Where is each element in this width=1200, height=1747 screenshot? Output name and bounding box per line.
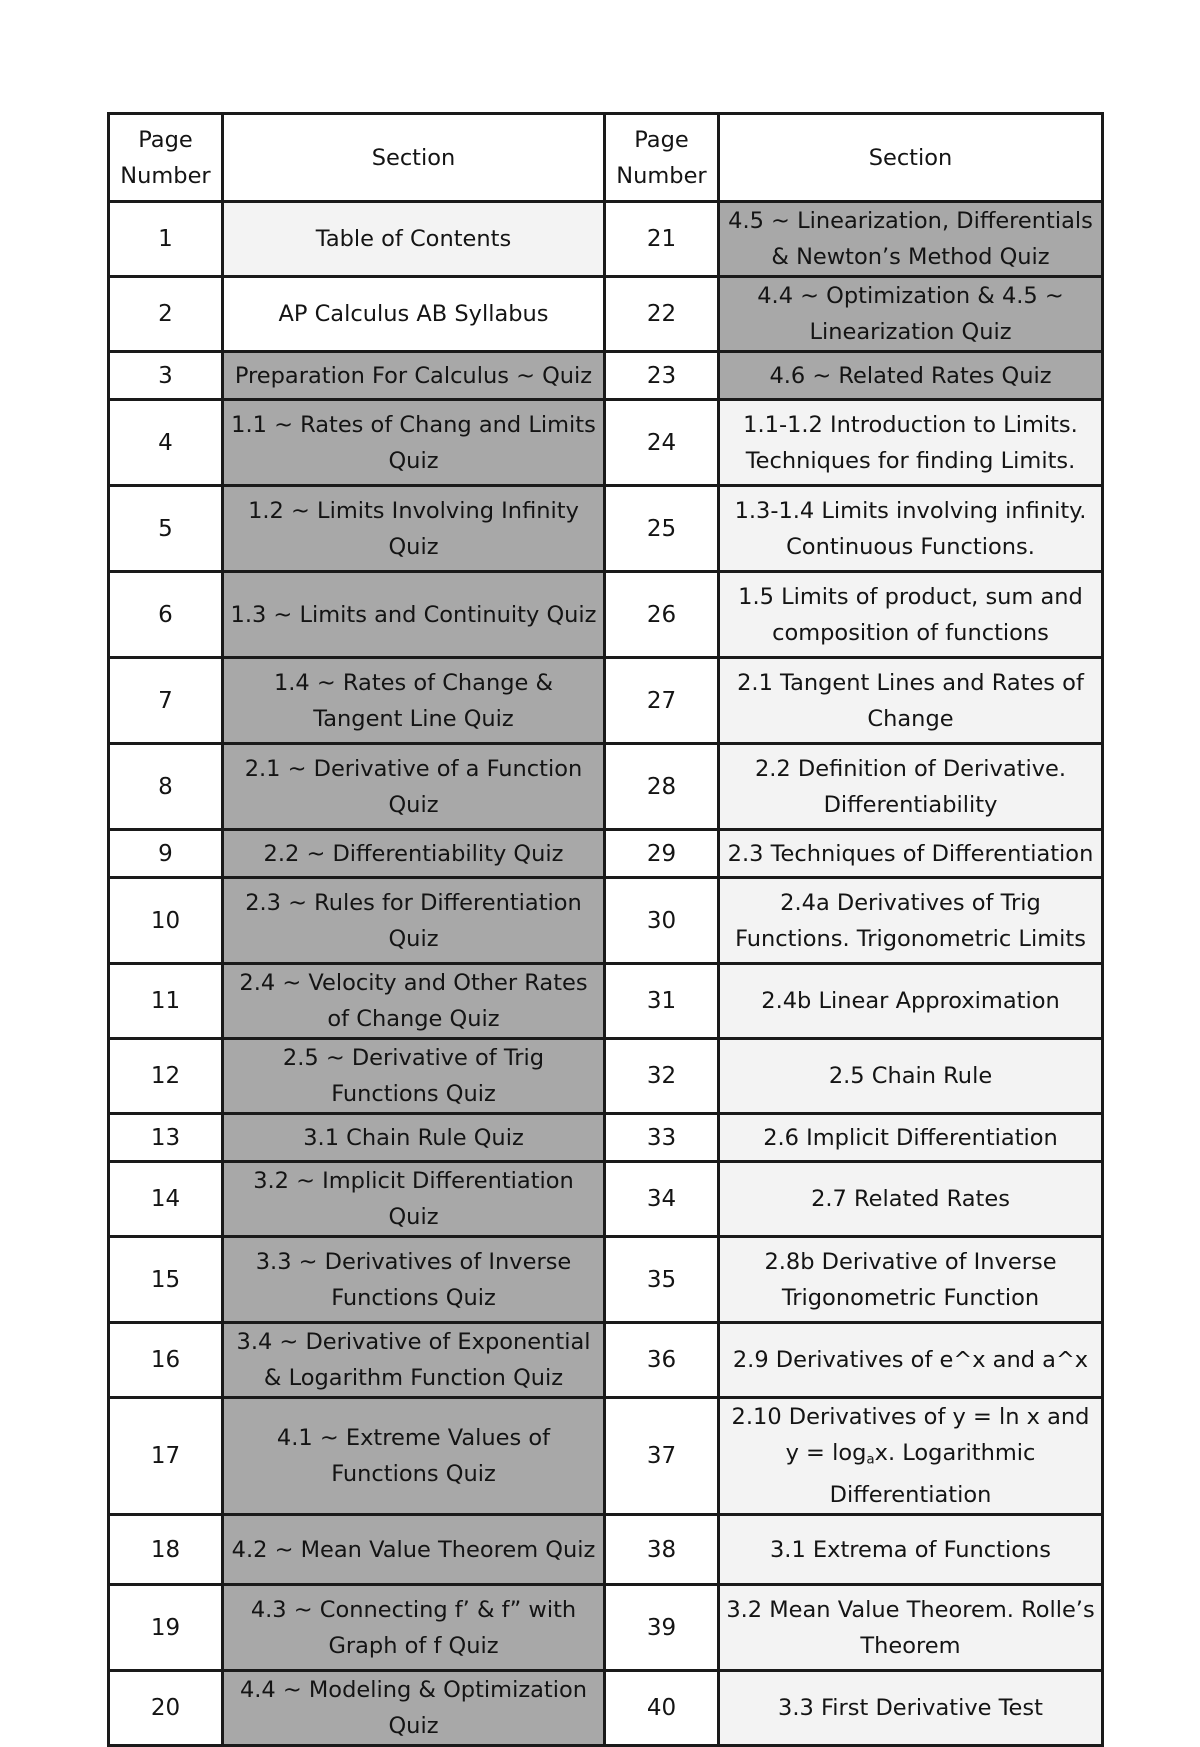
section-cell: 2.5 ~ Derivative of Trig Functions Quiz: [223, 1039, 605, 1114]
page-number-cell: 7: [109, 658, 223, 744]
page-number-cell: 16: [109, 1323, 223, 1398]
section-cell: 4.2 ~ Mean Value Theorem Quiz: [223, 1515, 605, 1585]
page-number-cell: 28: [605, 744, 719, 830]
page-number-cell: 34: [605, 1162, 719, 1237]
page-number-cell: 23: [605, 352, 719, 400]
section-cell: 2.3 ~ Rules for Differentiation Quiz: [223, 878, 605, 964]
page-number-cell: 9: [109, 830, 223, 878]
table-of-contents-grid: [107, 112, 1104, 1747]
header-row: [109, 114, 1103, 202]
table-row: [109, 486, 1103, 572]
table-row: [109, 1162, 1103, 1237]
page-number-cell: 36: [605, 1323, 719, 1398]
section-cell: 3.3 First Derivative Test: [719, 1671, 1103, 1746]
page-number-cell: 17: [109, 1398, 223, 1515]
table-row: [109, 964, 1103, 1039]
page-number-cell: 8: [109, 744, 223, 830]
table-row: [109, 1671, 1103, 1746]
section-cell: 2.2 Definition of Derivative. Differentiability: [719, 744, 1103, 830]
page-number-cell: 29: [605, 830, 719, 878]
section-cell: 1.3-1.4 Limits involving infinity. Continuous Functions.: [719, 486, 1103, 572]
page-number-cell: 30: [605, 878, 719, 964]
section-cell: 4.4 ~ Modeling & Optimization Quiz: [223, 1671, 605, 1746]
section-cell: 2.5 Chain Rule: [719, 1039, 1103, 1114]
table-row: [109, 830, 1103, 878]
section-cell: 3.2 Mean Value Theorem. Rolle’s Theorem: [719, 1585, 1103, 1671]
section-cell: Preparation For Calculus ~ Quiz: [223, 352, 605, 400]
table-row: [109, 400, 1103, 486]
page-number-cell: 6: [109, 572, 223, 658]
section-cell: 1.1 ~ Rates of Chang and Limits Quiz: [223, 400, 605, 486]
page-number-cell: 19: [109, 1585, 223, 1671]
table-row: [109, 1323, 1103, 1398]
table-row: [109, 572, 1103, 658]
page-number-cell: 22: [605, 277, 719, 352]
table-row: [109, 1515, 1103, 1585]
section-cell: 3.3 ~ Derivatives of Inverse Functions Quiz: [223, 1237, 605, 1323]
page-number-cell: 26: [605, 572, 719, 658]
table-row: [109, 1114, 1103, 1162]
section-cell: AP Calculus AB Syllabus: [223, 277, 605, 352]
table-row: [109, 1237, 1103, 1323]
log-base-subscript: a: [866, 1451, 875, 1468]
section-cell: 2.4b Linear Approximation: [719, 964, 1103, 1039]
table-row: [109, 744, 1103, 830]
table-row: [109, 277, 1103, 352]
section-cell: 2.4 ~ Velocity and Other Rates of Change Quiz: [223, 964, 605, 1039]
page-number-cell: 12: [109, 1039, 223, 1114]
table-row: [109, 202, 1103, 277]
page-number-cell: 32: [605, 1039, 719, 1114]
page-number-cell: 25: [605, 486, 719, 572]
section-cell: 1.5 Limits of product, sum and composition of functions: [719, 572, 1103, 658]
page-number-cell: 13: [109, 1114, 223, 1162]
section-cell: 2.8b Derivative of Inverse Trigonometric Function: [719, 1237, 1103, 1323]
section-cell: 2.4a Derivatives of Trig Functions. Trigonometric Limits: [719, 878, 1103, 964]
table-row: [109, 658, 1103, 744]
section-cell: 3.4 ~ Derivative of Exponential & Logarithm Function Quiz: [223, 1323, 605, 1398]
section-cell: 2.9 Derivatives of e^x and a^x: [719, 1323, 1103, 1398]
section-cell: 2.2 ~ Differentiability Quiz: [223, 830, 605, 878]
section-cell: 3.2 ~ Implicit Differentiation Quiz: [223, 1162, 605, 1237]
page-number-cell: 31: [605, 964, 719, 1039]
section-cell: 4.5 ~ Linearization, Differentials & Newton’s Method Quiz: [719, 202, 1103, 277]
header-section-left: Section: [223, 114, 605, 202]
page-number-cell: 38: [605, 1515, 719, 1585]
page-number-cell: 5: [109, 486, 223, 572]
table-row: [109, 1398, 1103, 1515]
section-cell: 1.3 ~ Limits and Continuity Quiz: [223, 572, 605, 658]
page-number-cell: 20: [109, 1671, 223, 1746]
section-cell: [719, 1398, 1103, 1515]
table-row: [109, 352, 1103, 400]
page-number-cell: 4: [109, 400, 223, 486]
page-number-cell: 11: [109, 964, 223, 1039]
page-number-cell: 18: [109, 1515, 223, 1585]
page-number-cell: 2: [109, 277, 223, 352]
page-number-cell: 35: [605, 1237, 719, 1323]
header-page-number-left: Page Number: [109, 114, 223, 202]
section-cell: 1.1-1.2 Introduction to Limits. Techniques for finding Limits.: [719, 400, 1103, 486]
page-number-cell: 24: [605, 400, 719, 486]
page-number-cell: 1: [109, 202, 223, 277]
section-text: x. Logarithmic Differentiation: [829, 1440, 1036, 1509]
header-page-number-right: Page Number: [605, 114, 719, 202]
table-row: [109, 1585, 1103, 1671]
page-number-cell: 15: [109, 1237, 223, 1323]
section-cell: 4.3 ~ Connecting f’ & f” with Graph of f Quiz: [223, 1585, 605, 1671]
section-cell: 4.6 ~ Related Rates Quiz: [719, 352, 1103, 400]
header-section-right: Section: [719, 114, 1103, 202]
page-number-cell: 3: [109, 352, 223, 400]
section-text: 2.10 Derivatives of y = ln x and y = log: [731, 1404, 1090, 1466]
section-cell: 2.6 Implicit Differentiation: [719, 1114, 1103, 1162]
section-cell: 3.1 Chain Rule Quiz: [223, 1114, 605, 1162]
page-number-cell: 14: [109, 1162, 223, 1237]
page-number-cell: 40: [605, 1671, 719, 1746]
section-cell: 1.4 ~ Rates of Change & Tangent Line Quiz: [223, 658, 605, 744]
section-cell: 2.3 Techniques of Differentiation: [719, 830, 1103, 878]
page-number-cell: 27: [605, 658, 719, 744]
page-number-cell: 37: [605, 1398, 719, 1515]
section-cell: Table of Contents: [223, 202, 605, 277]
table-row: [109, 1039, 1103, 1114]
page-number-cell: 33: [605, 1114, 719, 1162]
section-cell: 2.7 Related Rates: [719, 1162, 1103, 1237]
section-cell: 4.1 ~ Extreme Values of Functions Quiz: [223, 1398, 605, 1515]
section-cell: 1.2 ~ Limits Involving Infinity Quiz: [223, 486, 605, 572]
section-cell: 2.1 ~ Derivative of a Function Quiz: [223, 744, 605, 830]
section-cell: 4.4 ~ Optimization & 4.5 ~ Linearization Quiz: [719, 277, 1103, 352]
page-number-cell: 39: [605, 1585, 719, 1671]
section-cell: 3.1 Extrema of Functions: [719, 1515, 1103, 1585]
section-cell: 2.1 Tangent Lines and Rates of Change: [719, 658, 1103, 744]
page-number-cell: 10: [109, 878, 223, 964]
page-number-cell: 21: [605, 202, 719, 277]
table-body: [109, 114, 1103, 1746]
table-row: [109, 878, 1103, 964]
